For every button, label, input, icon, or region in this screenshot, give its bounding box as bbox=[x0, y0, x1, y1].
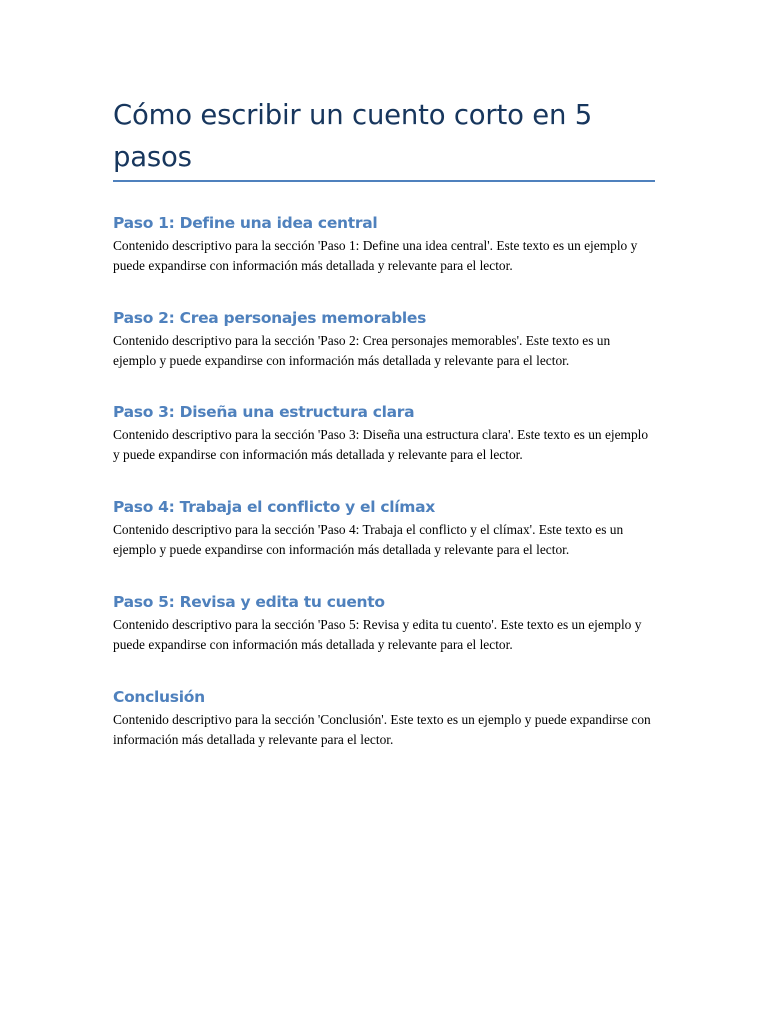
section-paso-5 bbox=[113, 591, 655, 654]
document-title: Cómo escribir un cuento corto en 5 pasos bbox=[113, 99, 593, 173]
section-body: Contenido descriptivo para la sección 'Paso 4: Trabaja el conflicto y el clímax'. Este texto es un ejemplo y puede expandirse con información más detallada y relevante para el lector. bbox=[113, 522, 624, 557]
section-paso-2 bbox=[113, 307, 655, 370]
section-body: Contenido descriptivo para la sección 'Paso 2: Crea personajes memorables'. Este texto es un ejemplo y puede expandirse con información más detallada y relevante para el lector. bbox=[113, 333, 611, 368]
section-paso-4 bbox=[113, 496, 655, 559]
section-conclusion bbox=[113, 686, 655, 749]
section-paso-3 bbox=[113, 401, 655, 464]
section-body: Contenido descriptivo para la sección 'Paso 5: Revisa y edita tu cuento'. Este texto es un ejemplo y puede expandirse con información más detallada y relevante para el lector. bbox=[113, 617, 642, 652]
section-heading: Paso 2: Crea personajes memorables bbox=[113, 309, 427, 327]
section-heading: Paso 3: Diseña una estructura clara bbox=[113, 403, 415, 421]
section-heading: Conclusión bbox=[113, 688, 205, 706]
section-paso-1 bbox=[113, 212, 655, 275]
section-body: Contenido descriptivo para la sección 'Paso 3: Diseña una estructura clara'. Este texto es un ejemplo y puede expandirse con información más detallada y relevante para el lector. bbox=[113, 427, 649, 462]
section-body: Contenido descriptivo para la sección 'Conclusión'. Este texto es un ejemplo y puede expandirse con información más detallada y relevante para el lector. bbox=[113, 712, 651, 747]
section-body: Contenido descriptivo para la sección 'Paso 1: Define una idea central'. Este texto es un ejemplo y puede expandirse con información más detallada y relevante para el lector. bbox=[113, 238, 638, 273]
title-underline-divider bbox=[113, 180, 655, 182]
section-heading: Paso 1: Define una idea central bbox=[113, 214, 378, 232]
section-heading: Paso 4: Trabaja el conflicto y el clímax bbox=[113, 498, 435, 516]
section-heading: Paso 5: Revisa y edita tu cuento bbox=[113, 593, 385, 611]
